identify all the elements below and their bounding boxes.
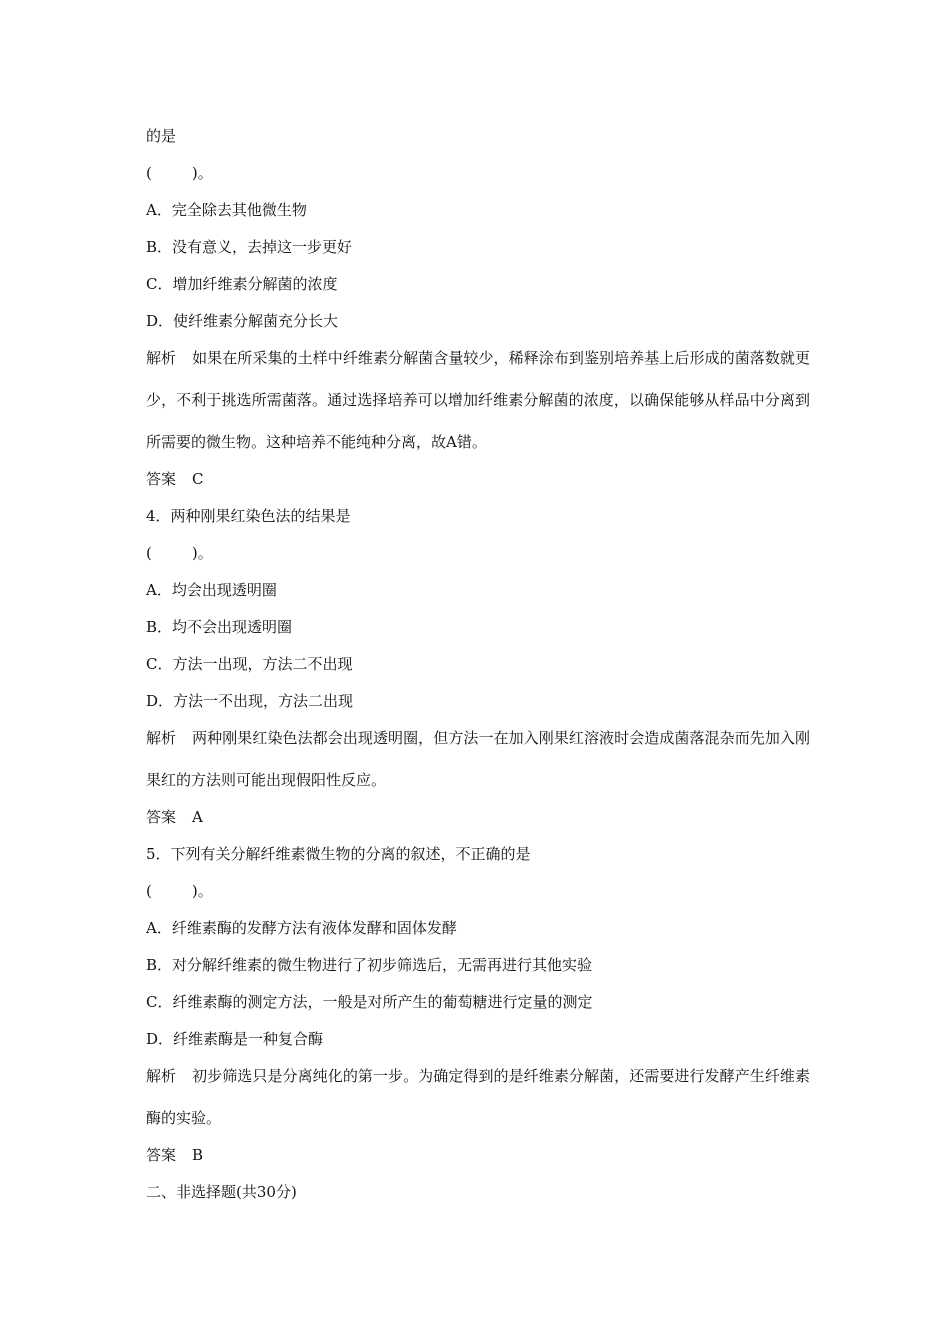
answer-label: 答案 [146, 470, 177, 488]
option-text: 完全除去其他微生物 [171, 201, 307, 219]
answer-label: 答案 [146, 1146, 177, 1164]
option-key: A． [146, 581, 172, 599]
q5-analysis [146, 1055, 810, 1139]
option-key: B． [146, 956, 173, 974]
option-text: 纤维素酶的发酵方法有液体发酵和固体发酵 [171, 919, 457, 937]
q3-answer [146, 461, 810, 498]
q5-option-d [146, 1021, 810, 1058]
q3-answer-bracket [146, 155, 810, 192]
q4-option-b [146, 609, 810, 646]
option-key: A． [146, 201, 172, 219]
q5-option-c [146, 984, 810, 1021]
analysis-label: 解析 [146, 729, 177, 747]
option-key: D． [146, 1030, 174, 1048]
analysis-text: 初步筛选只是分离纯化的第一步。为确定得到的是纤维素分解菌，还需要进行发酵产生纤维素酶的实验。 [146, 1067, 810, 1127]
option-text: 纤维素酶的测定方法，一般是对所产生的葡萄糖进行定量的测定 [172, 993, 593, 1011]
bracket-close: )。 [191, 164, 213, 182]
q3-option-a [146, 192, 810, 229]
option-text: 方法一不出现，方法二出现 [173, 692, 354, 710]
section-title: 二、非选择题(共30分) [146, 1183, 297, 1201]
option-key: D． [146, 312, 174, 330]
q3-option-c [146, 266, 810, 303]
option-key: B． [146, 238, 173, 256]
option-key: B． [146, 618, 173, 636]
q3-option-d [146, 303, 810, 340]
q4-analysis [146, 717, 810, 801]
q5-answer [146, 1137, 810, 1174]
answer-label: 答案 [146, 808, 177, 826]
option-key: D． [146, 692, 174, 710]
q5-option-a [146, 910, 810, 947]
q4-option-d [146, 683, 810, 720]
option-text: 纤维素酶是一种复合酶 [173, 1030, 324, 1048]
option-text: 增加纤维素分解菌的浓度 [172, 275, 338, 293]
bracket-close: )。 [191, 882, 213, 900]
q4-option-a [146, 572, 810, 609]
q5-option-b [146, 947, 810, 984]
option-text: 对分解纤维素的微生物进行了初步筛选后，无需再进行其他实验 [172, 956, 593, 974]
option-text: 使纤维素分解菌充分长大 [173, 312, 339, 330]
answer-value: B [192, 1146, 204, 1164]
option-key: C． [146, 655, 173, 673]
option-key: A． [146, 919, 172, 937]
analysis-text: 两种刚果红染色法都会出现透明圈，但方法一在加入刚果红溶液时会造成菌落混杂而先加入刚果红的方法则可能出现假阳性反应。 [146, 729, 810, 789]
analysis-label: 解析 [146, 349, 177, 367]
option-text: 均会出现透明圈 [171, 581, 277, 599]
option-key: C． [146, 993, 173, 1011]
q3-analysis [146, 337, 810, 463]
answer-value: A [192, 808, 203, 826]
q3-stem-tail: 的是 [146, 127, 177, 145]
analysis-text: 如果在所采集的土样中纤维素分解菌含量较少，稀释涂布到鉴别培养基上后形成的菌落数就更少，不利于挑选所需菌落。通过选择培养可以增加纤维素分解菌的浓度，以确保能够从样品中分离到所需要的微生物。这种培养不能纯种分离，故A错。 [146, 349, 810, 451]
q5-answer-bracket [146, 873, 810, 910]
q3-option-b [146, 229, 810, 266]
bracket-open: ( [146, 882, 152, 900]
option-text: 方法一出现，方法二不出现 [172, 655, 353, 673]
q4-stem: 4．两种刚果红染色法的结果是 [146, 507, 351, 525]
q4-option-c [146, 646, 810, 683]
bracket-open: ( [146, 164, 152, 182]
bracket-close: )。 [191, 544, 213, 562]
document-page [146, 118, 810, 1211]
q5-stem: 5．下列有关分解纤维素微生物的分离的叙述，不正确的是 [146, 845, 531, 863]
option-text: 均不会出现透明圈 [172, 618, 293, 636]
answer-value: C [192, 470, 204, 488]
q4-answer [146, 799, 810, 836]
option-key: C． [146, 275, 173, 293]
analysis-label: 解析 [146, 1067, 177, 1085]
bracket-open: ( [146, 544, 152, 562]
option-text: 没有意义，去掉这一步更好 [172, 238, 353, 256]
q4-answer-bracket [146, 535, 810, 572]
